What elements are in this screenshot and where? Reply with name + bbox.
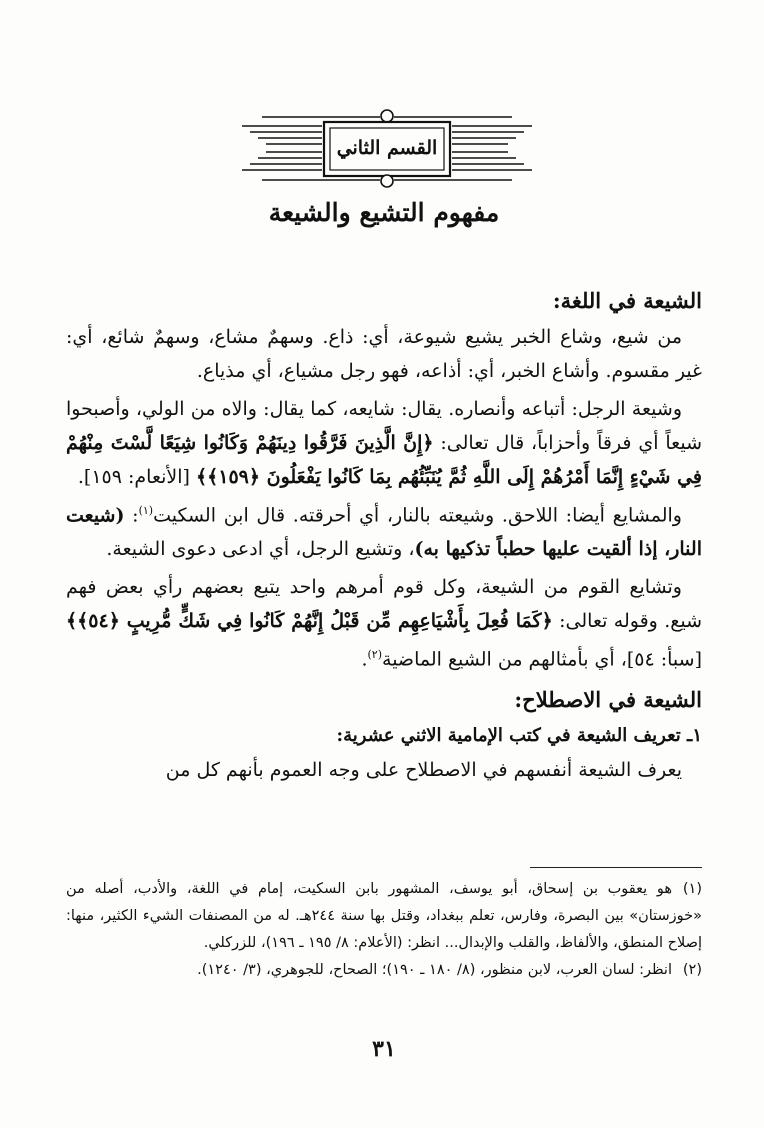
page-number: ٣١	[372, 1036, 396, 1062]
footnote-2	[66, 957, 702, 984]
footnote-1	[66, 876, 702, 957]
heading-language: الشيعة في اللغة:	[552, 288, 702, 313]
footnote-marker-2: (٢)	[367, 648, 383, 662]
paragraph-4	[66, 570, 702, 676]
footnote-2-number: (٢)	[682, 962, 702, 978]
paragraph-1: من شيع، وشاع الخبر يشيع شيوعة، أي: ذاع. وسهمٌ مشاع، وسهمٌ شائع، أي: غير مقسوم. وأشاع الخبر، أي: أذاعه، فهو رجل مشياع، أي مذياع.	[66, 326, 702, 382]
section-ornament	[242, 108, 532, 188]
quote-ibn-sikkit: (شيعت النار، إذا ألقيت عليها حطباً تذكيها به)	[66, 504, 702, 561]
footnotes	[66, 876, 702, 984]
paragraph-4-period: .	[361, 648, 368, 671]
quran-verse-saba: ﴿كَمَا فُعِلَ بِأَشْيَاعِهِم مِّن قَبْلُ إِنَّهُمْ كَانُوا فِي شَكٍّ مُّرِيبٍ ﴿٥٤﴾﴾	[66, 610, 553, 633]
footnote-1-text: هو يعقوب بن إسحاق، أبو يوسف، المشهور بابن السكيت، إمام في اللغة، والأدب، أصله من «خوزستان» بين البصرة، وفارس، تعلم ببغداد، وقتل بها سنة ٢٤٤هـ. له من المصنفات الشيء الكثير، منها: إصلاح المنطق، والألفاظ، والقلب والإبدال... انظر: (الأعلام: ٨/ ١٩٥ ـ ١٩٦)، للزركلي.	[66, 881, 702, 951]
paragraph-2	[66, 392, 702, 494]
book-page	[66, 0, 702, 1128]
paragraph-3-text: والمشايع أيضا: اللاحق. وشيعته بالنار، أي أحرقته. قال ابن السكيت	[153, 504, 682, 527]
paragraph-2-text: وشيعة الرجل: أتباعه وأنصاره. يقال: شايعه، كما يقال: والاه من الولي، وأصبحوا شيعاً أي فرقاً وأحزاباً، قال تعالى:	[66, 398, 702, 454]
body-text	[66, 282, 702, 787]
quran-verse-anam: ﴿إِنَّ الَّذِينَ فَرَّقُوا دِينَهُمْ وَكَانُوا شِيَعًا لَّسْتَ مِنْهُمْ فِي شَيْءٍ إِنَّمَا أَمْرُهُمْ إِلَى اللَّهِ ثُمَّ يُنَبِّئُهُم بِمَا كَانُوا يَفْعَلُونَ ﴿١٥٩﴾﴾	[66, 432, 702, 488]
footnote-1-number: (١)	[682, 881, 702, 897]
paragraph-5: يعرف الشيعة أنفسهم في الاصطلاح على وجه العموم بأنهم كل من	[165, 758, 682, 781]
subheading-imamiyya: ١ـ تعريف الشيعة في كتب الإمامية الاثني عشرية:	[336, 724, 702, 746]
verse-reference-anam: [الأنعام: ١٥٩].	[77, 466, 190, 488]
section-label: القسم الثاني	[336, 137, 438, 159]
paragraph-3-end: ، وتشيع الرجل، أي ادعى دعوى الشيعة.	[106, 538, 415, 561]
footnote-marker-1: (١)	[138, 504, 154, 517]
heading-terminology: الشيعة في الاصطلاح:	[514, 686, 702, 712]
chapter-title: مفهوم التشيع والشيعة	[268, 198, 500, 227]
paragraph-4-end: [سبأ: ٥٤]، أي بأمثالهم من الشيع الماضية	[382, 648, 702, 671]
footnote-divider	[530, 867, 702, 868]
paragraph-4-text: وتشايع القوم من الشيعة، وكل قوم أمرهم واحد يتبع بعضهم رأي بعض فهم شيع. وقوله تعالى:	[66, 576, 703, 633]
footnote-2-text: انظر: لسان العرب، لابن منظور، (٨/ ١٨٠ ـ ١٩٠)؛ الصحاح، للجوهري، (٣/ ١٢٤٠).	[197, 962, 672, 978]
paragraph-3: والمشايع أيضا: اللاحق. وشيعته بالنار، أي أحرقته. قال ابن السكيت$^{(١)}$: (شيعت النار، إذا ألقيت عليها حطباً تذكيها به)، وتشيع الرجل، أي ادعى دعوى الشيعة.	[66, 504, 702, 561]
